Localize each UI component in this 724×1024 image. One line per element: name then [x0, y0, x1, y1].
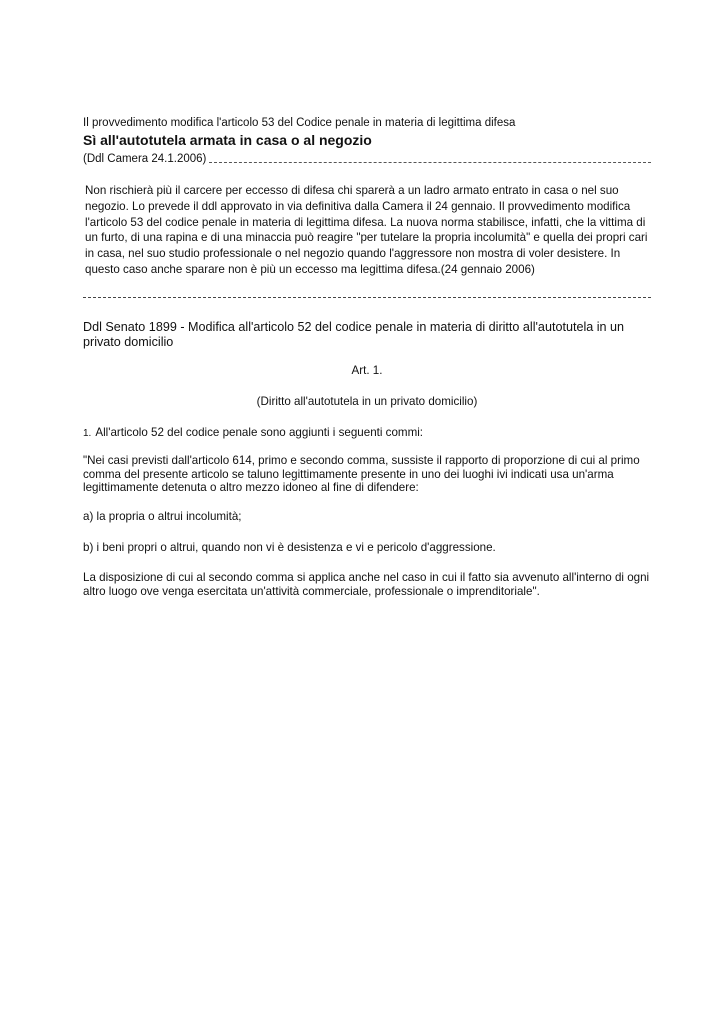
item-text: All'articolo 52 del codice penale sono aggiunti i seguenti commi:: [95, 426, 424, 439]
final-paragraph: La disposizione di cui al secondo comma si applica anche nel caso in cui il fatto sia avvenuto all'interno di ogni altro luogo ove venga esercitata un'attività commerciale, professionale o imprenditoriale".: [83, 571, 650, 598]
article-headline: Sì all'autotutela armata in casa o al negozio: [83, 132, 372, 148]
source-line: [83, 150, 651, 166]
bill-title: Ddl Senato 1899 - Modifica all'articolo 52 del codice penale in materia di diritto all'autotutela in un privato domicilio: [83, 320, 625, 349]
source-label: (Ddl Camera 24.1.2006): [83, 153, 207, 165]
dashed-rule: [209, 162, 651, 163]
point-b: b) i beni propri o altrui, quando non vi è desistenza e vi e pericolo d'aggressione.: [83, 541, 496, 554]
summary-date: (24 gennaio 2006): [440, 262, 535, 276]
article-kicker: Il provvedimento modifica l'articolo 53 del Codice penale in materia di legittima difesa: [83, 117, 516, 129]
point-a: a) la propria o altrui incolumità;: [83, 510, 242, 523]
article-number: Art. 1.: [351, 364, 383, 377]
item-one: [83, 426, 655, 441]
section-divider: [83, 297, 651, 298]
summary-body: Non rischierà più il carcere per eccesso di difesa chi sparerà a un ladro armato entrato in casa o nel suo negozio. Lo prevede il ddl approvato in via definitiva dalla Camera il 24 gennaio. Il provvedimento modifica l'articolo 53 del codice penale in materia di legittima difesa. La nuova norma stabilisce, infatti, che la vittima di un furto, di una rapina e di una minaccia può reagire "per tutelare la propria incolumità" e quella dei propri cari in casa, nel suo studio professionale o nel negozio quando l'aggressore non mostra di voler desistere. In questo caso anche sparare non è più un eccesso ma legittima difesa.: [85, 184, 648, 276]
news-summary: [85, 183, 657, 278]
article-rubric: (Diritto all'autotutela in un privato domicilio): [256, 395, 478, 408]
item-number: 1.: [83, 428, 92, 439]
quoted-paragraph: "Nei casi previsti dall'articolo 614, primo e secondo comma, sussiste il rapporto di proporzione di cui al primo comma del presente articolo se taluno legittimamente presente in uno dei luoghi ivi indicati usa un'arma legittimamente detenuta o altro mezzo idoneo al fine di difendere:: [83, 454, 640, 494]
